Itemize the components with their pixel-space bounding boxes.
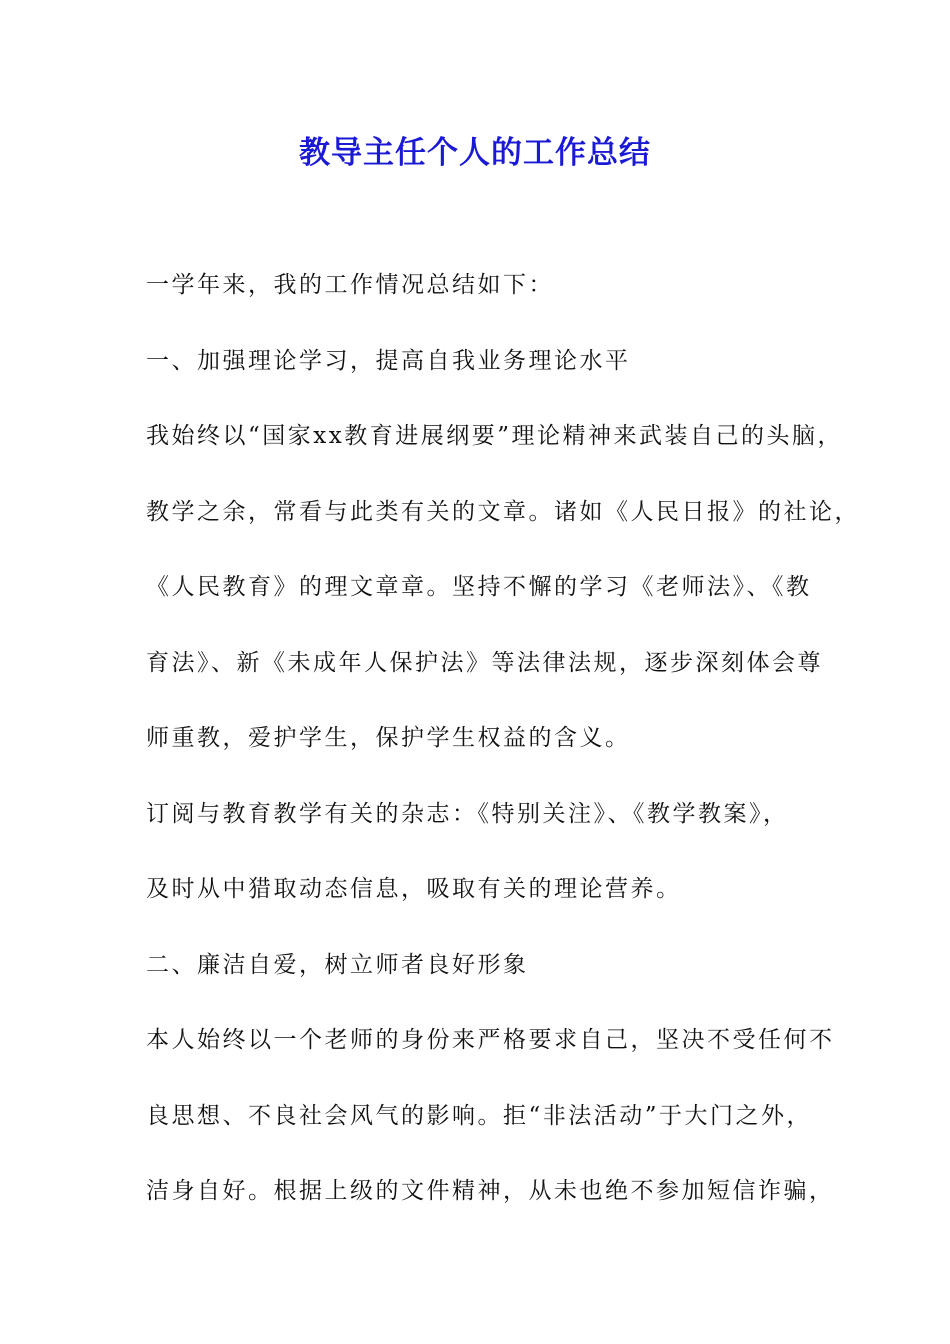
body-line: 育法》、新《未成年人保护法》等法律法规，逐步深刻体会尊	[146, 649, 823, 676]
body-line: 师重教，爱护学生，保护学生权益的含义。	[146, 725, 631, 751]
body-line: 及时从中猎取动态信息，吸取有关的理论营养。	[146, 876, 682, 902]
body-line: 良思想、不良社会风气的影响。拒“非法活动”于大门之外，	[146, 1102, 813, 1129]
body-line: 本人始终以一个老师的身份来严格要求自己，坚决不受任何不	[146, 1027, 835, 1053]
body-line: 订阅与教育教学有关的杂志：《特别关注》、《教学教案》，	[146, 800, 789, 827]
document-title: 教导主任个人的工作总结	[299, 135, 651, 171]
section-heading-2: 二、廉洁自爱，树立师者良好形象	[146, 951, 529, 978]
section-heading-1: 一、加强理论学习，提高自我业务理论水平	[146, 347, 631, 374]
body-line: 教学之余，常看与此类有关的文章。诸如《人民日报》的社论，	[146, 498, 860, 525]
body-line-intro: 一学年来，我的工作情况总结如下：	[146, 272, 554, 298]
body-line: 我始终以“国家xx教育进展纲要”理论精神来武装自己的头脑，	[146, 423, 843, 449]
body-line: 《人民教育》的理文章章。坚持不懈的学习《老师法》、《教	[146, 574, 812, 600]
document-body	[146, 262, 860, 1244]
body-line: 洁身自好。根据上级的文件精神，从未也绝不参加短信诈骗，	[146, 1178, 835, 1204]
